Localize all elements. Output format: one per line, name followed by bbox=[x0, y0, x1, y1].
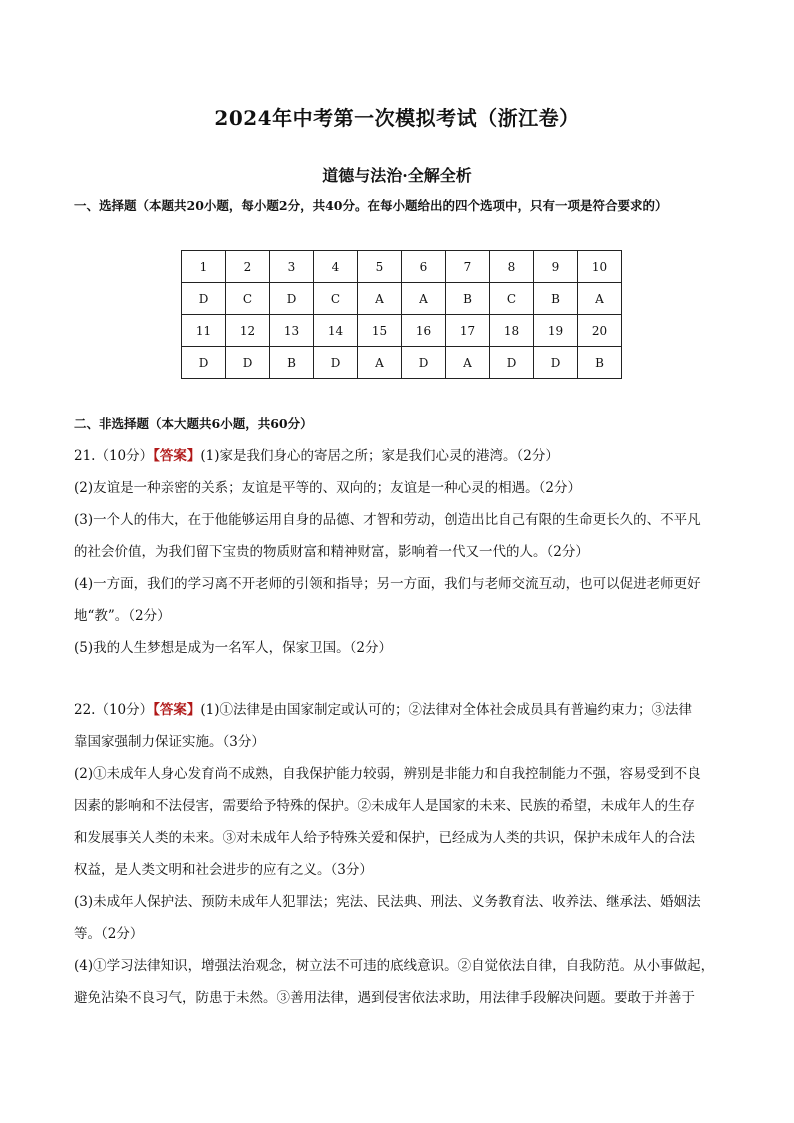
answer-line bbox=[74, 694, 724, 726]
table-cell: D bbox=[314, 347, 358, 379]
table-cell: 5 bbox=[358, 251, 402, 283]
answer-line: 等。（2分） bbox=[74, 926, 144, 942]
table-cell: A bbox=[578, 283, 622, 315]
answer-line: (2)①未成年人身心发育尚不成熟，自我保护能力较弱，辨别是非能力和自我控制能力不强，容易受到不良 bbox=[74, 766, 701, 782]
table-cell: 20 bbox=[578, 315, 622, 347]
table-cell: 15 bbox=[358, 315, 402, 347]
table-cell: D bbox=[270, 283, 314, 315]
answer-line: (4)①学习法律知识，增强法治观念，树立法不可违的底线意识。②自觉依法自律，自我防范。从小事做起， bbox=[74, 958, 715, 974]
answer-line: 的社会价值，为我们留下宝贵的物质财富和精神财富，影响着一代又一代的人。（2分） bbox=[74, 544, 589, 560]
table-cell: 7 bbox=[446, 251, 490, 283]
table-cell: D bbox=[182, 347, 226, 379]
table-cell: 14 bbox=[314, 315, 358, 347]
table-cell: D bbox=[490, 347, 534, 379]
table-cell: C bbox=[490, 283, 534, 315]
table-cell: C bbox=[226, 283, 270, 315]
answer-text: (1)①法律是由国家制定或认可的；②法律对全体社会成员具有普遍约束力；③法律 bbox=[200, 702, 693, 718]
table-cell: 3 bbox=[270, 251, 314, 283]
answer-line: (4)一方面，我们的学习离不开老师的引领和指导；另一方面，我们与老师交流互动，也可以促进老师更好 bbox=[74, 576, 701, 592]
question-number: 22.（10分） bbox=[74, 702, 154, 718]
answer-tag: 【答案】 bbox=[153, 448, 201, 464]
table-cell: 18 bbox=[490, 315, 534, 347]
table-row bbox=[182, 315, 622, 347]
section1-heading: 一、选择题（本题共20小题，每小题2分，共40分。在每小题给出的四个选项中，只有一项是符合要求的） bbox=[74, 198, 668, 213]
table-cell: B bbox=[446, 283, 490, 315]
table-cell: D bbox=[402, 347, 446, 379]
answer-line: (5)我的人生梦想是成为一名军人，保家卫国。（2分） bbox=[74, 640, 392, 656]
table-cell: 12 bbox=[226, 315, 270, 347]
table-cell: A bbox=[446, 347, 490, 379]
table-cell: 8 bbox=[490, 251, 534, 283]
table-cell: B bbox=[270, 347, 314, 379]
table-row bbox=[182, 283, 622, 315]
question-number: 21.（10分） bbox=[74, 448, 154, 464]
table-cell: 1 bbox=[182, 251, 226, 283]
answer-line: 因素的影响和不法侵害，需要给予特殊的保护。②未成年人是国家的未来、民族的希望，未成年人的生存 bbox=[74, 798, 695, 814]
page-title: 2024年中考第一次模拟考试（浙江卷） bbox=[214, 106, 580, 130]
answer-text: (1)家是我们身心的寄居之所；家是我们心灵的港湾。（2分） bbox=[200, 448, 559, 464]
table-cell: 4 bbox=[314, 251, 358, 283]
table-cell: A bbox=[358, 347, 402, 379]
question-21 bbox=[74, 440, 724, 664]
table-cell: 11 bbox=[182, 315, 226, 347]
table-row bbox=[182, 347, 622, 379]
section2-heading: 二、非选择题（本大题共6小题，共60分） bbox=[74, 416, 313, 431]
answer-line: 地“教”。（2分） bbox=[74, 608, 171, 624]
answer-line: (2)友谊是一种亲密的关系；友谊是平等的、双向的；友谊是一种心灵的相遇。（2分） bbox=[74, 480, 581, 496]
question-22 bbox=[74, 694, 724, 1014]
table-cell: A bbox=[358, 283, 402, 315]
answer-line: 权益，是人类文明和社会进步的应有之义。（3分） bbox=[74, 862, 373, 878]
table-cell: 10 bbox=[578, 251, 622, 283]
table-cell: 6 bbox=[402, 251, 446, 283]
table-row bbox=[182, 251, 622, 283]
table-cell: B bbox=[534, 283, 578, 315]
table-cell: 19 bbox=[534, 315, 578, 347]
answer-line: 和发展事关人类的未来。③对未成年人给予特殊关爱和保护，已经成为人类的共识，保护未成年人的合法 bbox=[74, 830, 695, 846]
answer-line: 避免沾染不良习气，防患于未然。③善用法律，遇到侵害依法求助，用法律手段解决问题。要敢于并善于 bbox=[74, 990, 695, 1006]
table-cell: C bbox=[314, 283, 358, 315]
table-cell: 13 bbox=[270, 315, 314, 347]
answer-table bbox=[181, 250, 622, 379]
table-cell: D bbox=[182, 283, 226, 315]
table-cell: B bbox=[578, 347, 622, 379]
table-cell: 17 bbox=[446, 315, 490, 347]
answer-line bbox=[74, 440, 724, 472]
table-cell: 9 bbox=[534, 251, 578, 283]
table-cell: D bbox=[226, 347, 270, 379]
table-cell: A bbox=[402, 283, 446, 315]
answer-tag: 【答案】 bbox=[153, 702, 201, 718]
answer-line: (3)未成年人保护法、预防未成年人犯罪法；宪法、民法典、刑法、义务教育法、收养法、继承法、婚姻法 bbox=[74, 894, 701, 910]
table-cell: D bbox=[534, 347, 578, 379]
answer-line: 靠国家强制力保证实施。（3分） bbox=[74, 734, 265, 750]
answer-line: (3)一个人的伟大，在于他能够运用自身的品德、才智和劳动，创造出比自己有限的生命更长久的、不平凡 bbox=[74, 512, 701, 528]
table-cell: 2 bbox=[226, 251, 270, 283]
page-subtitle: 道德与法治·全解全析 bbox=[322, 166, 472, 185]
table-cell: 16 bbox=[402, 315, 446, 347]
